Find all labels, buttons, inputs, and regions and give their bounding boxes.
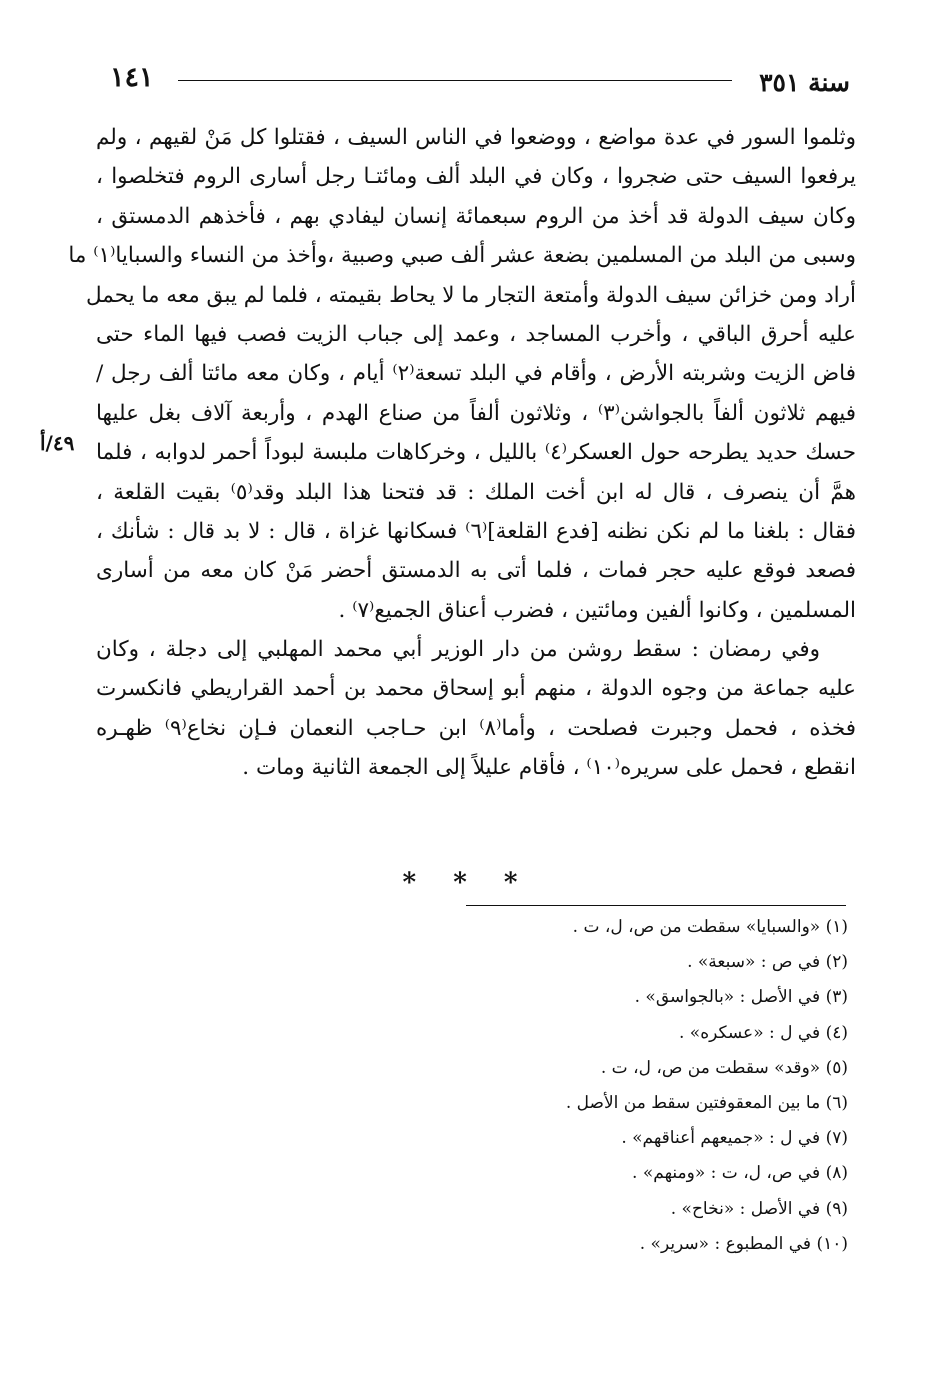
footnotes — [148, 910, 848, 1262]
text-line: همَّ أن ينصرف ، قال له ابن أخت الملك : قد فتحنا هذا البلد وقد⁽٥⁾ بقيت القلعة ، — [96, 479, 856, 505]
header-rule — [178, 80, 732, 81]
page-header — [110, 60, 850, 100]
footnote: (٧) في ل : «جميعهم أعناقهم» . — [621, 1128, 848, 1149]
section-separator: * * * — [402, 868, 532, 898]
text-line: المسلمين ، وكانوا ألفين ومائتين ، فضرب أعناق الجميع⁽٧⁾ . — [338, 597, 856, 623]
text-line: عليه جماعة من وجوه الدولة ، منهم أبو إسحاق محمد بن أحمد القراريطي فانكسرت — [96, 676, 856, 702]
footnote: (٤) في ل : «عسكره» . — [679, 1022, 848, 1043]
paragraph-start-line: وفي رمضان : سقط روشن من دار الوزير أبي محمد المهلبي إلى دجلة ، وكان — [96, 637, 820, 663]
footnote: (٢) في ص : «سبعة» . — [687, 952, 848, 973]
manuscript-folio-note: ٤٩/أ — [40, 431, 75, 455]
footnote: (٥) «وقد» سقطت من ص، ل، ت . — [600, 1057, 848, 1078]
text-line: يرفعوا السيف حتى ضجروا ، وكان في البلد ألف ومائتـا رجل أسارى الروم فتخلصوا ، — [96, 164, 856, 190]
text-line: حسك حديد يطرحه حول العسكر⁽٤⁾ بالليل ، وخركاهات ملبسة لبوداً أحمر لدوابه ، فلما — [96, 440, 856, 466]
footnote: (١) «والسبايا» سقطت من ص، ل، ت . — [572, 917, 848, 937]
main-text — [68, 118, 857, 788]
running-head: سنة ٣٥١ — [759, 68, 850, 97]
footnote: (٣) في الأصل : «بالجواسق» . — [634, 987, 848, 1008]
text-line: عليه أحرق الباقي ، وأخرب المساجد ، وعمد إلى جباب الزيت فصب فيها الماء حتى — [96, 321, 856, 347]
text-line: فيهم ثلاثون ألفاً بالجواشن⁽٣⁾ ، وثلاثون ألفاً من صناع الهدم ، وأربعة آلاف بغل عليها — [96, 400, 856, 426]
text-line: فقال : بلغنا ما لم نكن نظنه [فدع القلعة]⁽٦⁾ فسكانها غزاة ، قال : لا بد قال : شأنك ، — [96, 518, 857, 544]
text-line: وثلموا السور في عدة مواضع ، ووضعوا في الناس السيف ، فقتلوا كل مَنْ لقيهم ، ولم — [96, 125, 856, 150]
text-line: انقطع ، فحمل على سريره⁽١٠⁾ ، فأقام عليلاً إلى الجمعة الثانية ومات . — [242, 755, 856, 781]
text-line: فاض الزيت وشربته الأرض ، وأقام في البلد تسعة⁽٢⁾ أيام ، وكان معه مائتا ألف رجل / — [96, 361, 856, 387]
text-line: فخذه ، فحمل وجبرت فصلحت ، وأما⁽٨⁾ ابن حـاجب النعمان فـإن نخاع⁽٩⁾ ظهـره — [96, 715, 856, 741]
text-line: فصعد فوقع عليه حجر فمات ، فلما أتى به الدمستق أحضر مَنْ كان معه من أسارى — [96, 558, 857, 584]
footnote: (٨) في ص، ل، ت : «ومنهم» . — [632, 1163, 848, 1184]
footnote: (٩) في الأصل : «نخاح» . — [670, 1198, 848, 1219]
page-number: ١٤١ — [110, 62, 154, 93]
footnote: (١٠) في المطبوع : «سرير» . — [639, 1233, 848, 1254]
text-line: وكان سيف الدولة قد أخذ من الروم سبعمائة إنسان ليفادي بهم ، فأخذهم الدمستق ، — [96, 203, 856, 229]
text-line: أراد ومن خزائن سيف الدولة وأمتعة التجار ما لا يحاط بقيمته ، فلما لم يبق معه ما يحمل — [86, 282, 856, 308]
footnote-rule — [466, 905, 846, 906]
footnote: (٦) ما بين المعقوفتين سقط من الأصل . — [565, 1092, 848, 1113]
text-line: وسبى من البلد من المسلمين بضعة عشر ألف صبي وصبية ،وأخذ من النساء والسبايا⁽١⁾ ما — [68, 243, 856, 269]
